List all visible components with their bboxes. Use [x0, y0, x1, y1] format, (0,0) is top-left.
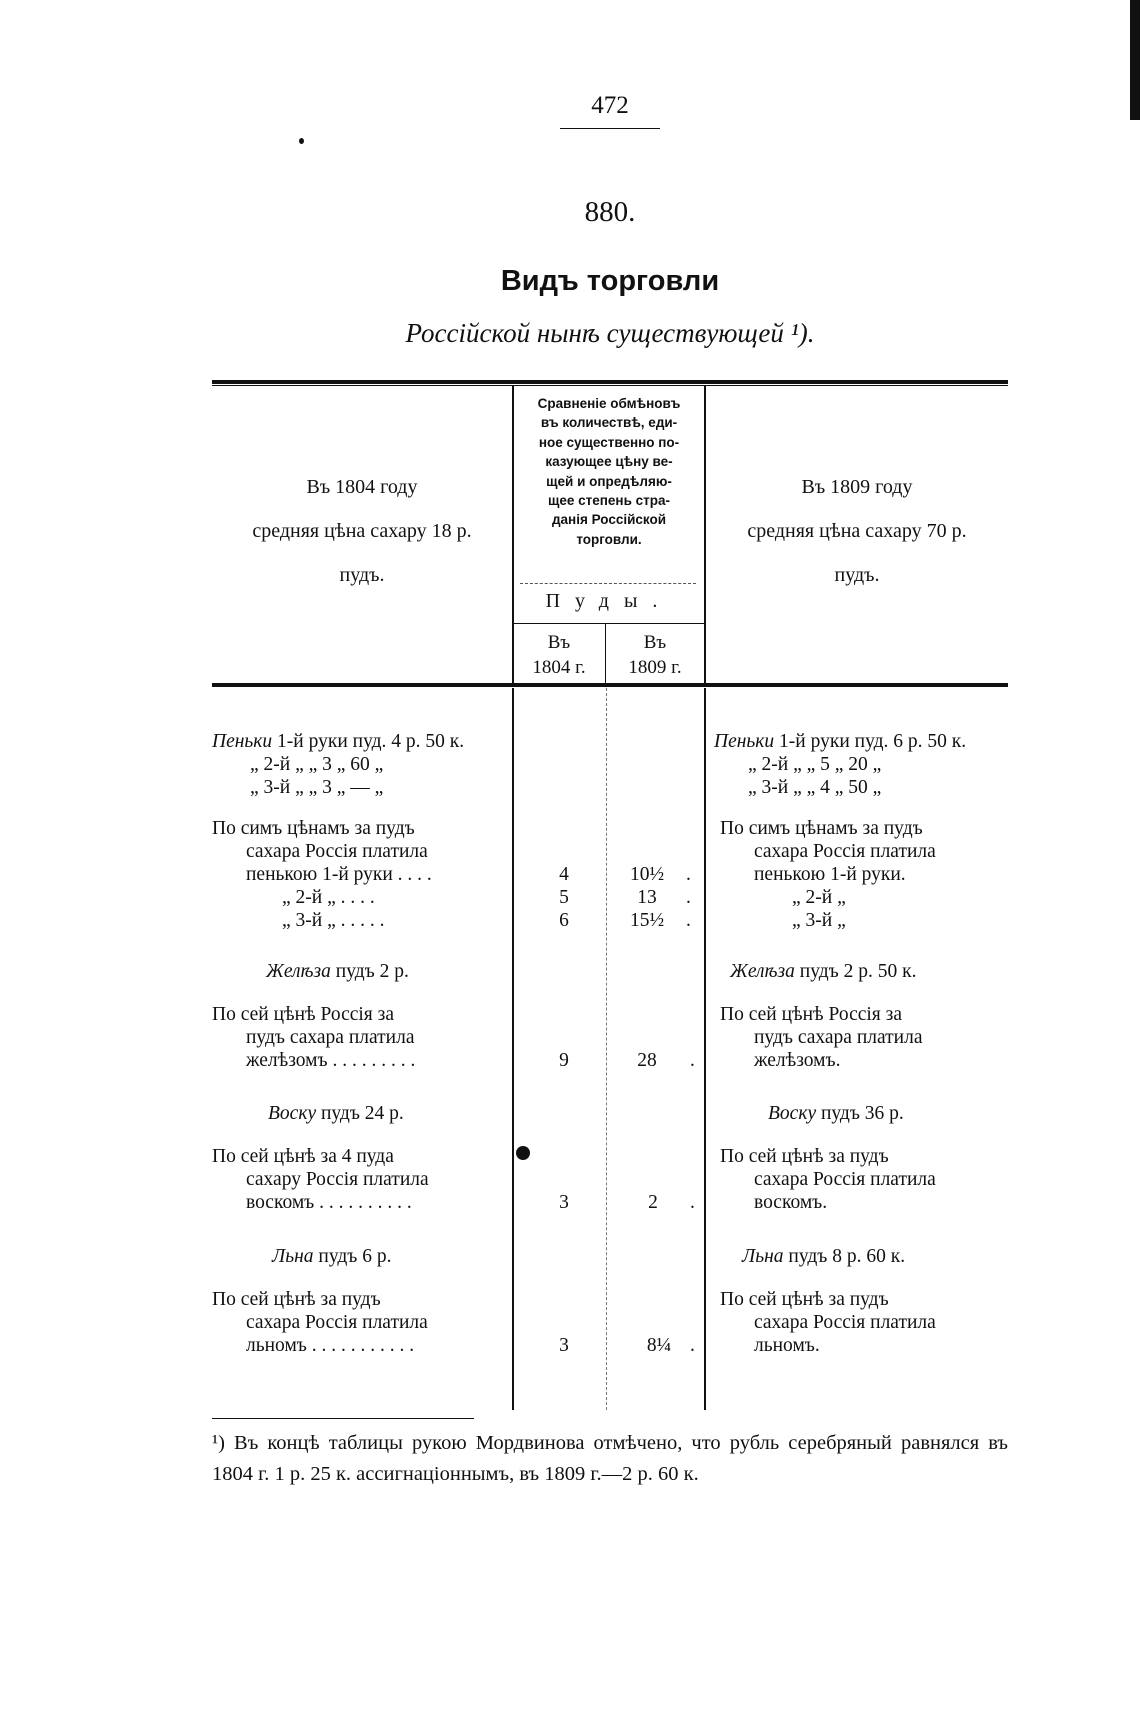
right-flax-text: льномъ. [754, 1335, 820, 1356]
left-iron-price: Желѣза пудъ 2 р. [266, 961, 409, 982]
value-hemp-1804: 6 [559, 910, 569, 931]
footnote-rule [212, 1418, 474, 1419]
value-trailing-dot: . [686, 864, 691, 885]
right-hemp-text: По симъ цѣнамъ за пудъ [720, 818, 923, 839]
value-flax-1809: 8¼ [646, 1335, 672, 1356]
value-iron-1809: 28 [637, 1050, 657, 1071]
ink-blot [516, 1146, 530, 1160]
left-iron-text: пудъ сахара платила [246, 1027, 415, 1048]
value-hemp-1804: 4 [559, 864, 569, 885]
value-trailing-dot: . [690, 1335, 695, 1356]
left-iron-text: По сей цѣнѣ Россія за [212, 1004, 395, 1025]
header-left: Въ 1804 году средняя цѣна сахару 18 р. пудъ. [252, 476, 472, 586]
body-divider-left [512, 688, 514, 1410]
value-trailing-dot: . [686, 910, 691, 931]
body-divider-middle [606, 688, 607, 1410]
scan-speck [299, 138, 304, 144]
right-wax-text: сахара Россія платила [754, 1169, 936, 1190]
right-wax-text: По сей цѣнѣ за пудъ [720, 1146, 889, 1167]
value-hemp-1809: 13 [637, 887, 657, 908]
left-flax-text: сахара Россія платила [246, 1312, 428, 1333]
right-flax-text: По сей цѣнѣ за пудъ [720, 1289, 889, 1310]
left-flax-price: Льна пудъ 6 р. [272, 1246, 392, 1267]
right-iron-text: По сей цѣнѣ Россія за [720, 1004, 903, 1025]
right-hemp-price-3: „ 3-й „ „ 4 „ 50 „ [748, 777, 882, 798]
value-hemp-1809: 10½ [629, 864, 665, 885]
right-iron-text: желѣзомъ. [754, 1050, 841, 1071]
right-iron-price: Желѣза пудъ 2 р. 50 к. [730, 961, 917, 982]
footnote: ¹) Въ концѣ таблицы рукою Мордвинова отмѣчено, что рубль серебряный равнялся въ 1804 г. 1 р. 25 к. ассигнаціоннымъ, въ 1809 г.—2 р. 60 к. [212, 1432, 1008, 1485]
value-wax-1804: 3 [559, 1192, 569, 1213]
right-flax-text: сахара Россія платила [754, 1312, 936, 1333]
document-title: Видъ торговли [500, 265, 720, 297]
right-hemp-text: пенькою 1-й руки. [754, 864, 906, 885]
scan-edge-shadow [1130, 0, 1140, 120]
left-flax-text: льномъ . . . . . . . . . . . [246, 1335, 415, 1356]
left-wax-text: сахару Россія платила [246, 1169, 429, 1190]
left-flax-text: По сей цѣнѣ за пудъ [212, 1289, 381, 1310]
left-iron-text: желѣзомъ . . . . . . . . . [246, 1050, 416, 1071]
page-number-rule [560, 128, 660, 129]
right-hemp-text: „ 2-й „ [792, 887, 846, 908]
left-wax-text: воскомъ . . . . . . . . . . [246, 1192, 412, 1213]
subheader-1809: Въ 1809 г. [628, 632, 682, 678]
left-hemp-text: „ 3-й „ . . . . . [282, 910, 385, 931]
left-hemp-text: пенькою 1-й руки . . . . [246, 864, 432, 885]
document-number: 880. [584, 196, 636, 228]
subheader-divider [605, 623, 606, 683]
left-hemp-text: сахара Россія платила [246, 841, 428, 862]
value-wax-1809: 2 [648, 1192, 658, 1213]
header-bottom-rule [212, 683, 1008, 687]
left-wax-text: По сей цѣнѣ за 4 пуда [212, 1146, 394, 1167]
body-divider-right [704, 688, 706, 1410]
value-trailing-dot: . [690, 1050, 695, 1071]
right-hemp-price-1: Пеньки 1-й руки пуд. 6 р. 50 к. [714, 731, 967, 752]
subheader-rule [512, 623, 704, 624]
left-hemp-price-3: „ 3-й „ „ 3 „ — „ [250, 777, 384, 798]
left-hemp-price-1: Пеньки 1-й руки пуд. 4 р. 50 к. [212, 731, 465, 752]
right-hemp-text: „ 3-й „ [792, 910, 846, 931]
left-hemp-price-2: „ 2-й „ „ 3 „ 60 „ [250, 754, 384, 775]
left-wax-price: Воску пудъ 24 р. [268, 1103, 404, 1124]
right-hemp-text: сахара Россія платила [754, 841, 936, 862]
left-hemp-text: По симъ цѣнамъ за пудъ [212, 818, 415, 839]
subheader-1804: Въ 1804 г. [532, 632, 586, 678]
right-wax-price: Воску пудъ 36 р. [768, 1103, 904, 1124]
right-wax-text: воскомъ. [754, 1192, 828, 1213]
left-hemp-text: „ 2-й „ . . . . [282, 887, 375, 908]
value-trailing-dot: . [690, 1192, 695, 1213]
value-hemp-1809: 15½ [629, 910, 665, 931]
value-trailing-dot: . [686, 887, 691, 908]
page-number: 472 [591, 92, 629, 119]
header-middle: Сравненіе обмѣновъ въ количествѣ, еди- ное существенно по- казующее цѣну ве- щей и опредѣляю- щее степень стра- данія Россійской торговли. [537, 396, 681, 547]
table-top-rule [212, 380, 1008, 384]
value-iron-1804: 9 [559, 1050, 569, 1071]
right-iron-text: пудъ сахара платила [754, 1027, 923, 1048]
right-hemp-price-2: „ 2-й „ „ 5 „ 20 „ [748, 754, 882, 775]
header-right: Въ 1809 году средняя цѣна сахару 70 р. пудъ. [747, 476, 967, 586]
value-flax-1804: 3 [559, 1335, 569, 1356]
units-label: Пуды. [545, 590, 673, 612]
table-top-thin-rule [212, 385, 1008, 386]
document-subtitle: Россійской нынѣ существующей ¹). [405, 318, 815, 348]
right-flax-price: Льна пудъ 8 р. 60 к. [742, 1246, 906, 1267]
value-hemp-1804: 5 [559, 887, 569, 908]
header-dash-rule [520, 583, 696, 584]
